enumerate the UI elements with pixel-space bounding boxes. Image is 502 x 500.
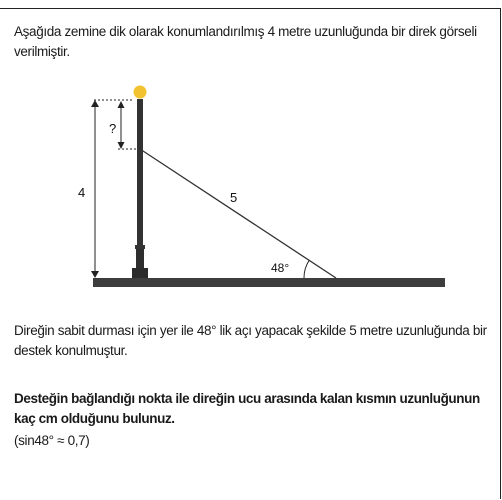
support-label: 5	[230, 190, 238, 205]
intro-text: Aşağıda zemine dik olarak konumlandırılmış 4 metre uzunluğunda bir direk görseli verilmiştir.	[14, 24, 477, 59]
unknown-arrow-top	[118, 101, 125, 108]
height-arrow-bottom	[91, 271, 99, 278]
attach-point	[138, 147, 142, 151]
height-arrow-top	[91, 100, 99, 107]
angle-label: 48°	[271, 261, 290, 275]
height-label: 4	[78, 185, 86, 200]
ground-bar	[93, 278, 445, 287]
pole-base	[136, 249, 144, 269]
support-cable	[140, 149, 336, 278]
angle-arc	[304, 260, 309, 278]
middle-text: Direğin sabit durması için yer ile 48° lik açı yapacak şekilde 5 metre uzunluğunda bir destek konulmuştur.	[14, 323, 487, 358]
lamp-icon	[134, 86, 147, 99]
pole-ring	[135, 245, 145, 249]
pole-shaft	[137, 99, 143, 247]
formula-text: (sin48° ≈ 0,7)	[14, 433, 90, 448]
question-text: Desteğin bağlandığı nokta ile direğin ucu arasında kalan kısmın uzunluğunun kaç cm olduğunu bulunuz.	[14, 391, 480, 426]
pole-foot	[132, 268, 148, 278]
unknown-label: ?	[109, 121, 117, 136]
unknown-arrow-bottom	[118, 142, 125, 149]
